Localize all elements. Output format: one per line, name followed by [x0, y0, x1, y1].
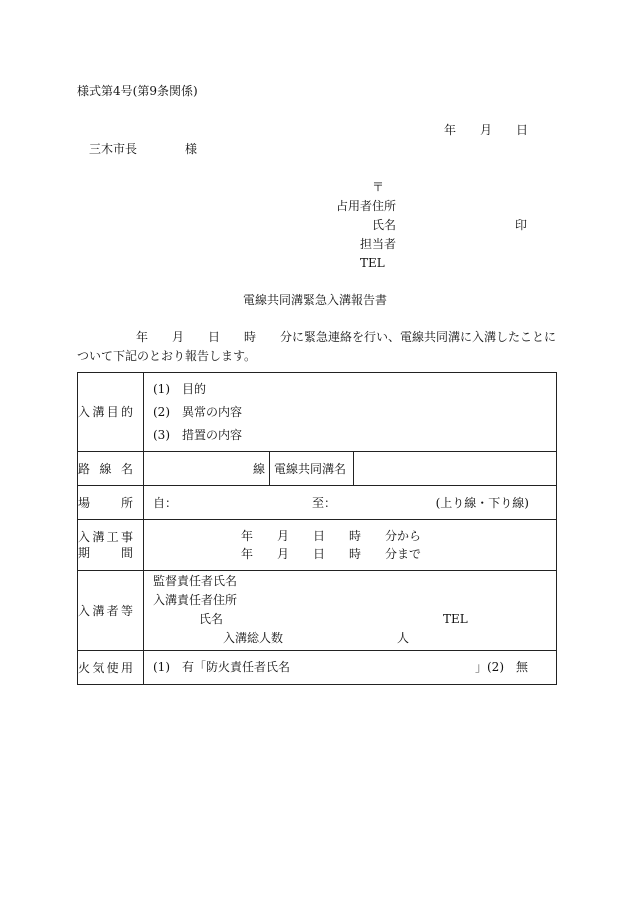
fire-option-no: 」(2) 無: [475, 660, 528, 674]
addressee: 三木市長 様: [89, 142, 198, 156]
location-label: 場所: [78, 495, 133, 510]
purpose-item-2: (2) 異常の内容: [153, 405, 242, 419]
applicant-name-label: 氏名: [372, 218, 397, 232]
location-row: [78, 486, 557, 520]
report-table: [77, 372, 557, 685]
responsible-tel-label: TEL: [443, 612, 468, 626]
form-number: 様式第4号(第9条関係): [77, 84, 198, 98]
period-label-line-2: 期間: [78, 546, 133, 560]
fire-option-yes: (1) 有「防火責任者氏名: [153, 660, 290, 674]
route-name-cell: [144, 452, 270, 486]
period-label-cell: [78, 520, 144, 571]
persons-label-cell: [78, 571, 144, 651]
period-start: 年 月 日 時 分から: [241, 529, 422, 543]
location-label-cell: [78, 486, 144, 520]
persons-label: 入溝者等: [78, 603, 133, 618]
route-label-cell: [78, 452, 144, 486]
conduit-label: 電線共同溝名: [274, 461, 347, 476]
purpose-content: [144, 373, 557, 452]
period-content: [144, 520, 557, 571]
total-persons-label: 入溝総人数: [223, 631, 284, 645]
location-direction: (上り線・下り線): [435, 496, 529, 510]
fire-content: [144, 651, 557, 685]
period-row: [78, 520, 557, 571]
purpose-item-3: (3) 措置の内容: [153, 428, 242, 442]
supervisor-name-label: 監督責任者氏名: [153, 574, 238, 588]
period-end: 年 月 日 時 分まで: [241, 547, 422, 561]
location-from: 自：: [153, 496, 178, 510]
location-content: [144, 486, 557, 520]
responsible-address-label: 入溝責任者住所: [153, 593, 238, 607]
purpose-item-1: (1) 目的: [153, 382, 206, 396]
applicant-tel-label: TEL: [360, 256, 385, 270]
document-title: 電線共同溝緊急入溝報告書: [243, 293, 388, 307]
route-suffix: 線: [252, 461, 265, 476]
route-row: [78, 452, 557, 486]
conduit-label-cell: [270, 452, 354, 486]
persons-row: [78, 571, 557, 651]
total-persons-unit: 人: [397, 631, 410, 645]
persons-content: [144, 571, 557, 651]
intro-line-1: 年 月 日 時 分に緊急連絡を行い、電線共同溝に入溝したことに: [136, 330, 557, 344]
applicant-address-label: 占用者住所: [336, 199, 397, 213]
person-in-charge-label: 担当者: [360, 237, 397, 251]
location-to: 至：: [312, 496, 337, 510]
fire-row: [78, 651, 557, 685]
responsible-name-label: 氏名: [199, 612, 224, 626]
intro-line-2: ついて下記のとおり報告します。: [77, 349, 257, 363]
purpose-label-cell: [78, 373, 144, 452]
purpose-row: [78, 373, 557, 452]
purpose-label: 入溝目的: [78, 405, 133, 419]
period-label-line-1: 入溝工事: [78, 530, 133, 544]
report-date: 年 月 日: [444, 123, 529, 137]
fire-label-cell: [78, 651, 144, 685]
postal-mark: 〒: [372, 180, 385, 194]
fire-label: 火気使用: [78, 660, 133, 675]
seal-mark: 印: [515, 218, 528, 232]
conduit-name-cell: [354, 452, 557, 486]
route-label: 路線名: [78, 461, 133, 476]
